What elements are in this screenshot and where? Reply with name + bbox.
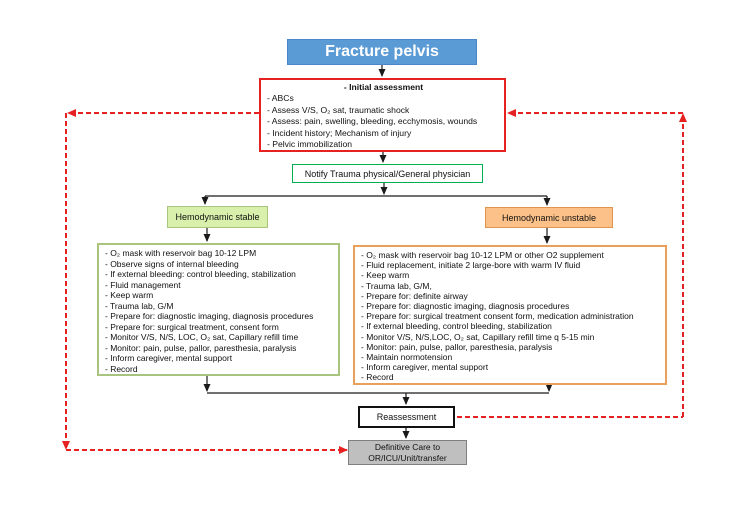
list-line: - Prepare for: surgical treatment, consent form bbox=[105, 321, 279, 332]
list-line: - Trauma lab, G/M, bbox=[361, 280, 432, 291]
hemodynamic-stable-text: Hemodynamic stable bbox=[175, 212, 260, 222]
list-line: - Inform caregiver, mental support bbox=[105, 353, 233, 363]
list-line: - Monitor: pain, pulse, pallor, paresthesia, paralysis bbox=[105, 342, 297, 353]
definitive-care-node bbox=[348, 440, 467, 465]
unstable-care-actions-list bbox=[361, 250, 661, 383]
initial-assessment-heading: - Initial assessment bbox=[343, 82, 424, 92]
list-line: - Prepare for: surgical treatment consent form, medication administration bbox=[361, 311, 634, 322]
list-line: - Keep warm bbox=[361, 270, 410, 281]
reassessment-text: Reassessment bbox=[376, 412, 437, 422]
list-line: - Keep warm bbox=[105, 290, 154, 300]
list-line: - Prepare for: diagnostic imaging, diagnosis procedures bbox=[361, 301, 570, 312]
initial-assessment-node bbox=[259, 78, 506, 152]
list-line: - If external bleeding, control bleeding, stabilization bbox=[361, 321, 552, 332]
definitive-care-line2: OR/ICU/Unit/transfer bbox=[368, 452, 447, 463]
definitive-care-line1: Definitive Care to bbox=[374, 442, 441, 452]
stable-care-actions-list bbox=[105, 248, 334, 374]
list-line: - If external bleeding: control bleeding, stabilization bbox=[105, 269, 296, 279]
notify-trauma-text: Notify Trauma physical/General physician bbox=[304, 168, 471, 179]
hemodynamic-stable-node bbox=[167, 206, 268, 228]
list-line: - Observe signs of internal bleeding bbox=[105, 258, 239, 269]
list-line: - Monitor: pain, pulse, pallor, paresthesia, paralysis bbox=[361, 341, 553, 352]
list-line: - Trauma lab, G/M bbox=[105, 300, 174, 311]
list-line: - Pelvic immobilization bbox=[267, 139, 353, 150]
list-line: - Prepare for: diagnostic imaging, diagnosis procedures bbox=[105, 311, 314, 321]
list-line: - Prepare for: definite airway bbox=[361, 290, 468, 301]
hemodynamic-unstable-node bbox=[485, 207, 613, 228]
notify-trauma-node bbox=[292, 164, 483, 183]
initial-assessment-list bbox=[267, 93, 500, 150]
list-line: - Assess V/S, O₂ sat, traumatic shock bbox=[267, 104, 410, 115]
list-line: - Inform caregiver, mental support bbox=[361, 362, 489, 373]
title-text: Fracture pelvis bbox=[325, 43, 439, 60]
list-line: - Fluid management bbox=[105, 279, 181, 290]
list-line: - Record bbox=[361, 372, 394, 383]
list-line: - O₂ mask with reservoir bag 10-12 LPM or other O2 supplement bbox=[361, 250, 604, 260]
title-node-fracture-pelvis bbox=[287, 39, 477, 65]
list-line: - Incident history; Mechanism of injury bbox=[267, 127, 412, 138]
list-line: - Monitor V/S, N/S, LOC, O₂ sat, Capillary refill time bbox=[105, 332, 299, 342]
list-line: - O₂ mask with reservoir bag 10-12 LPM bbox=[105, 248, 257, 258]
reassessment-node bbox=[358, 406, 455, 428]
hemodynamic-unstable-text: Hemodynamic unstable bbox=[501, 212, 597, 223]
list-line: - Monitor V/S, N/S,LOC, O₂ sat, Capillary refill time q 5-15 min bbox=[361, 331, 595, 342]
list-line: - Assess: pain, swelling, bleeding, ecchymosis, wounds bbox=[267, 116, 478, 127]
list-line: - Record bbox=[105, 363, 138, 374]
list-line: - ABCs bbox=[267, 93, 294, 104]
list-line: - Maintain normotension bbox=[361, 352, 453, 363]
stable-care-actions-node bbox=[97, 243, 340, 376]
list-line: - Fluid replacement, initiate 2 large-bore with warm IV fluid bbox=[361, 260, 581, 271]
unstable-care-actions-node bbox=[353, 245, 667, 385]
